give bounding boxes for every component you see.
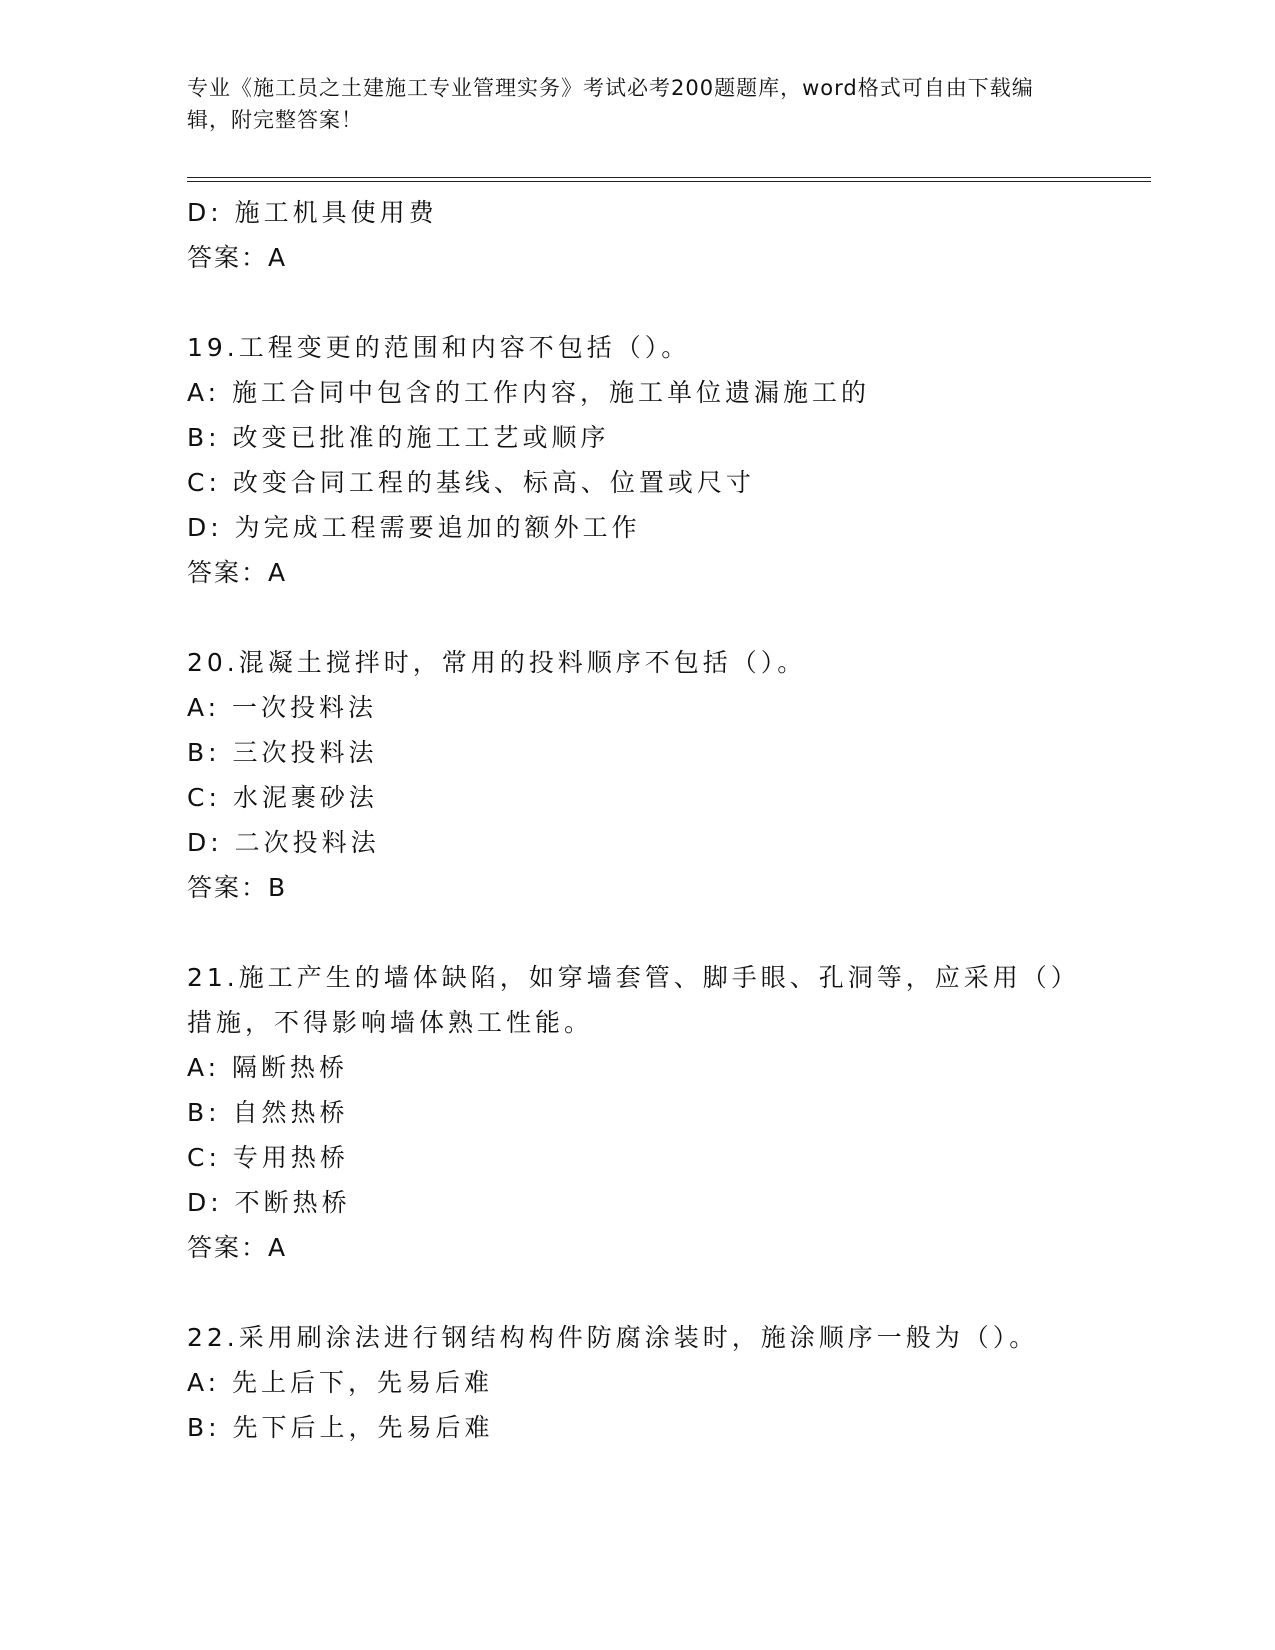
option-d: D: 为完成工程需要追加的额外工作 [187, 513, 641, 542]
option-a: A: 隔断热桥 [187, 1053, 349, 1082]
document-body [187, 190, 1107, 1450]
spacer [187, 1270, 1107, 1315]
question-text: 21.施工产生的墙体缺陷，如穿墙套管、脚手眼、孔洞等，应采用（）措施，不得影响墙体熟工性能。 [187, 963, 1080, 1037]
document-header: 专业《施工员之土建施工专业管理实务》考试必考200题题库，word格式可自由下载编辑，附完整答案！ [187, 76, 1034, 132]
option-d: D: 不断热桥 [187, 1188, 351, 1217]
question-20 [187, 640, 1107, 910]
option-b: B: 自然热桥 [187, 1098, 349, 1127]
question-text: 19.工程变更的范围和内容不包括（）。 [187, 333, 691, 362]
header-rule-bottom [187, 181, 1151, 182]
spacer [187, 595, 1107, 640]
prev-answer: 答案：A [187, 243, 288, 272]
option-a: A: 先上后下，先易后难 [187, 1368, 494, 1397]
question-19 [187, 325, 1107, 595]
option-c: C: 专用热桥 [187, 1143, 349, 1172]
option-a: A: 一次投料法 [187, 693, 378, 722]
question-21 [187, 955, 1107, 1270]
answer: 答案：A [187, 558, 288, 587]
option-c: C: 水泥裹砂法 [187, 783, 378, 812]
spacer [187, 280, 1107, 325]
spacer [187, 910, 1107, 955]
option-b: B: 三次投料法 [187, 738, 378, 767]
question-text: 22.采用刷涂法进行钢结构构件防腐涂装时，施涂顺序一般为（）。 [187, 1323, 1039, 1352]
option-a: A: 施工合同中包含的工作内容，施工单位遗漏施工的 [187, 378, 871, 407]
question-22 [187, 1315, 1107, 1450]
option-c: C: 改变合同工程的基线、标高、位置或尺寸 [187, 468, 755, 497]
option-b: B: 改变已批准的施工工艺或顺序 [187, 423, 610, 452]
option-b: B: 先下后上，先易后难 [187, 1413, 494, 1442]
header-rule-top [187, 177, 1151, 178]
option-d: D: 二次投料法 [187, 828, 380, 857]
question-text: 20.混凝土搅拌时，常用的投料顺序不包括（）。 [187, 648, 807, 677]
answer: 答案：A [187, 1233, 288, 1262]
answer: 答案：B [187, 873, 288, 902]
prev-option-d: D: 施工机具使用费 [187, 198, 438, 227]
